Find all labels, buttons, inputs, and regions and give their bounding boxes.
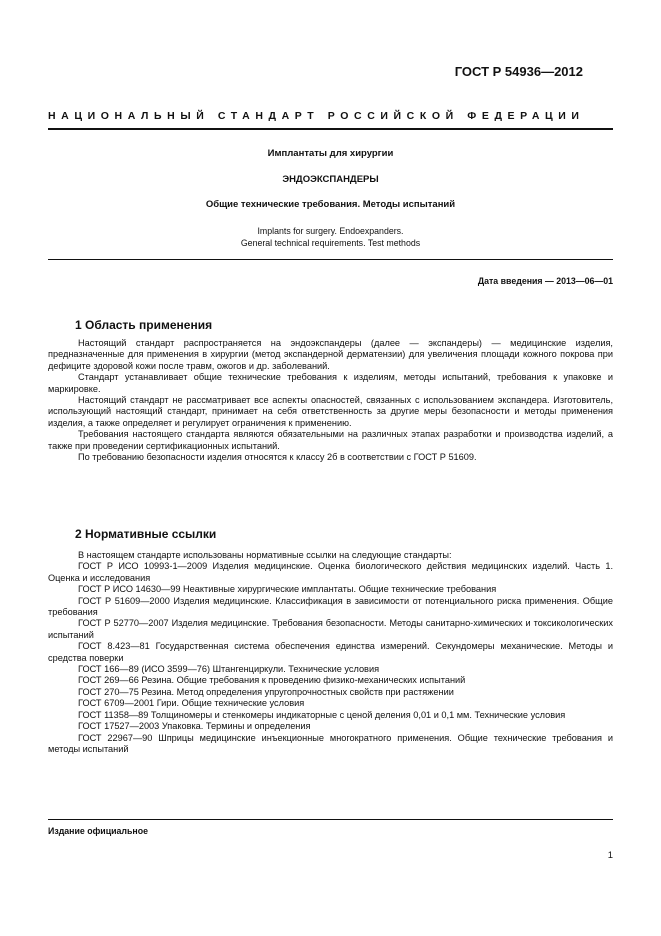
paragraph: Стандарт устанавливает общие технические требования к изделиям, методы испытаний, требования к упаковке и маркировке.: [48, 372, 613, 394]
paragraph: В настоящем стандарте использованы нормативные ссылки на следующие стандарты:: [78, 550, 452, 560]
reference-item: ГОСТ 17527—2003 Упаковка. Термины и определения: [78, 721, 311, 732]
reference-item: ГОСТ 270—75 Резина. Метод определения упругопрочностных свойств при растяжении: [78, 686, 454, 697]
reference-item: ГОСТ 6709—2001 Гири. Общие технические условия: [78, 698, 305, 709]
national-standard-banner: НАЦИОНАЛЬНЫЙ СТАНДАРТ РОССИЙСКОЙ ФЕДЕРАЦИИ: [48, 110, 585, 122]
section-1-body: [48, 338, 613, 463]
paragraph: Настоящий стандарт не рассматривает все аспекты опасностей, связанных с использованием экспандера. Изготовитель, использующий настоящий стандарт, принимает на себя ответственность за другие меры безопасности и методы применения изделия, а также определяет и регулирует ограничения к применению.: [48, 395, 613, 428]
paragraph: Требования настоящего стандарта являются обязательными на различных этапах разработки и производства изделий, а также при проведении сертификационных испытаний.: [48, 429, 613, 451]
title-divider: [48, 259, 613, 260]
title-line-2: ЭНДОЭКСПАНДЕРЫ: [282, 174, 379, 185]
official-edition-label: Издание официальное: [48, 826, 148, 836]
paragraph: По требованию безопасности изделия относятся к классу 2б в соответствии с ГОСТ Р 51609.: [78, 452, 477, 463]
page-number: 1: [607, 850, 613, 861]
header-divider: [48, 128, 613, 130]
reference-item: ГОСТ Р ИСО 14630—99 Неактивные хирургические имплантаты. Общие технические требования: [78, 584, 497, 595]
introduction-date: Дата введения — 2013—06—01: [477, 276, 613, 286]
paragraph: Настоящий стандарт распространяется на эндоэкспандеры (далее — экспандеры) — медицинские изделия, предназначенные для применения в хирургии (метод экспандерной дерматензии) для увеличения площади кожного покрова при дефиците здоровой кожи после травм, ожогов и др. заболеваний.: [48, 338, 613, 371]
section-2-body: [48, 550, 613, 755]
reference-item: ГОСТ 8.423—81 Государственная система обеспечения единства измерений. Секундомеры механические. Методы и средства поверки: [48, 641, 613, 663]
reference-item: ГОСТ Р 52770—2007 Изделия медицинские. Требования безопасности. Методы санитарно-химических и токсикологических испытаний: [48, 618, 613, 640]
reference-item: ГОСТ 22967—90 Шприцы медицинские инъекционные многократного применения. Общие технические требования и методы испытаний: [48, 732, 613, 754]
title-line-1: Имплантаты для хирургии: [267, 148, 394, 159]
title-english-line-1: Implants for surgery. Endoexpanders.: [257, 226, 404, 236]
footer-divider: [48, 819, 613, 820]
section-1-heading: 1 Область применения: [75, 318, 213, 332]
reference-item: ГОСТ Р ИСО 10993-1—2009 Изделия медицинские. Оценка биологического действия медицинских изделий. Часть 1. Оценка и исследования: [48, 561, 613, 583]
reference-item: ГОСТ 11358—89 Толщиномеры и стенкомеры индикаторные с ценой деления 0,01 и 0,1 мм. Технические условия: [78, 709, 566, 720]
document-code: ГОСТ Р 54936—2012: [454, 64, 583, 79]
reference-item: ГОСТ Р 51609—2000 Изделия медицинские. Классификация в зависимости от потенциального риска применения. Общие требования: [48, 595, 613, 618]
section-2-heading: 2 Нормативные ссылки: [75, 527, 217, 541]
title-english-line-2: General technical requirements. Test methods: [240, 238, 421, 248]
reference-item: ГОСТ 166—89 (ИСО 3599—76) Штангенциркули. Технические условия: [78, 664, 380, 675]
reference-item: ГОСТ 269—66 Резина. Общие требования к проведению физико-механических испытаний: [78, 675, 466, 686]
title-line-3: Общие технические требования. Методы испытаний: [205, 199, 456, 210]
